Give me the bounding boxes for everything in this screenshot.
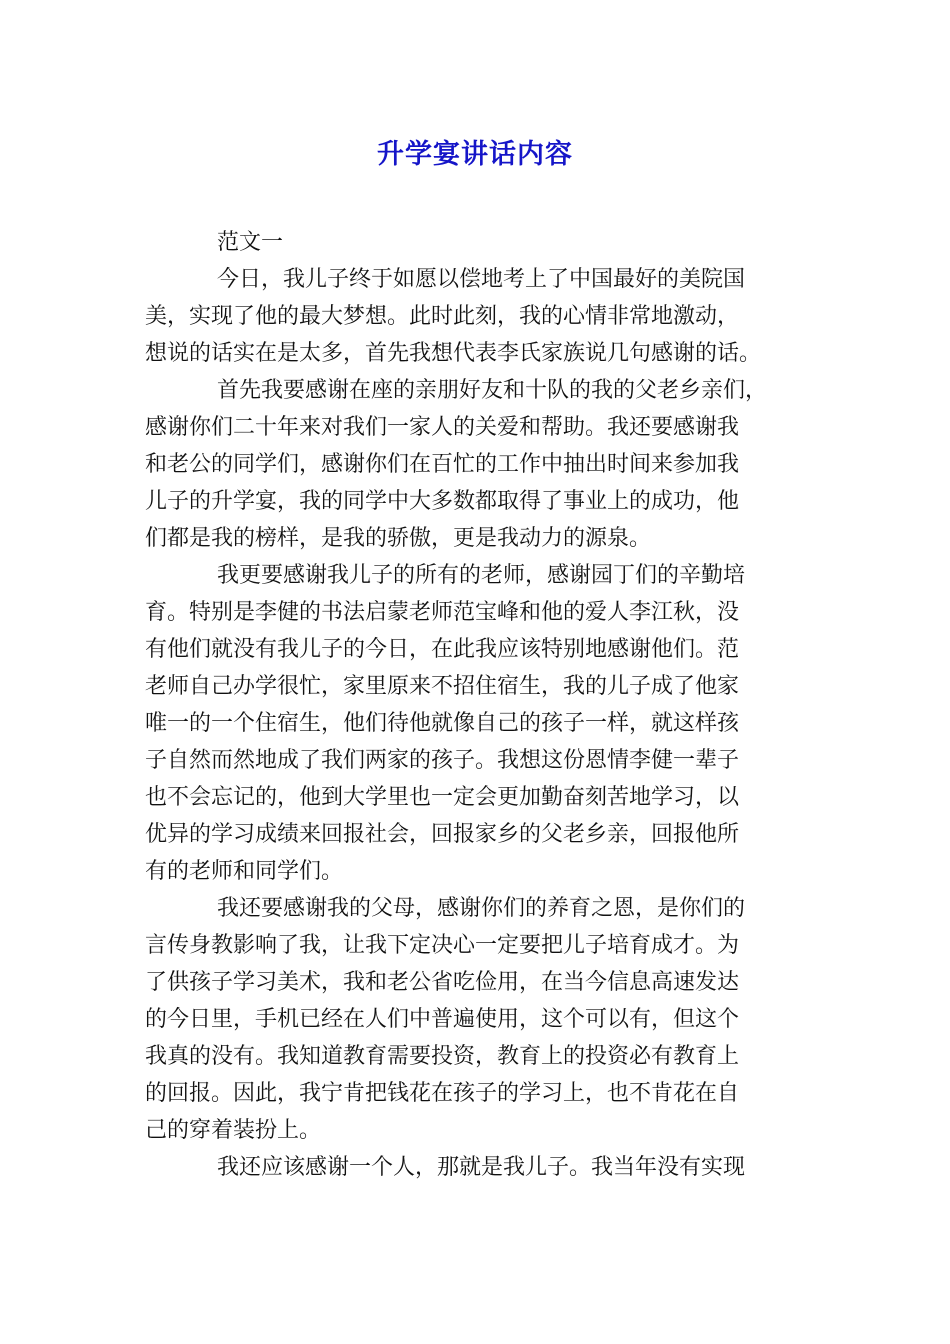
text-line: 老师自己办学很忙，家里原来不招住宿生，我的儿子成了他家 — [145, 674, 740, 699]
text-line: 也不会忘记的，他到大学里也一定会更加勤奋刻苦地学习，以 — [145, 785, 740, 810]
text-line: 我还要感谢我的父母，感谢你们的养育之恩，是你们的 — [217, 896, 746, 921]
text-line: 儿子的升学宴，我的同学中大多数都取得了事业上的成功，他 — [145, 489, 740, 514]
text-line: 言传身教影响了我，让我下定决心一定要把儿子培育成才。为 — [145, 933, 740, 958]
text-line: 的今日里，手机已经在人们中普遍使用，这个可以有，但这个 — [145, 1007, 740, 1032]
text-line: 我真的没有。我知道教育需要投资，教育上的投资必有教育上 — [145, 1044, 740, 1069]
text-line: 美，实现了他的最大梦想。此时此刻，我的心情非常地激动， — [145, 304, 740, 329]
text-line: 今日，我儿子终于如愿以偿地考上了中国最好的美院国 — [217, 267, 746, 292]
text-line: 有他们就没有我儿子的今日，在此我应该特别地感谢他们。范 — [145, 637, 740, 662]
text-line: 优异的学习成绩来回报社会，回报家乡的父老乡亲，回报他所 — [145, 822, 740, 847]
text-line: 想说的话实在是太多，首先我想代表李氏家族说几句感谢的话。 — [145, 341, 762, 366]
document-body — [145, 224, 805, 1186]
document-title: 升学宴讲话内容 — [377, 139, 573, 170]
text-line: 子自然而然地成了我们两家的孩子。我想这份恩情李健一辈子 — [145, 748, 740, 773]
text-line: 了供孩子学习美术，我和老公省吃俭用，在当今信息高速发达 — [145, 970, 740, 995]
text-line: 和老公的同学们，感谢你们在百忙的工作中抽出时间来参加我 — [145, 452, 740, 477]
text-line: 们都是我的榜样，是我的骄傲，更是我动力的源泉。 — [145, 526, 652, 551]
text-line: 唯一的一个住宿生，他们待他就像自己的孩子一样，就这样孩 — [145, 711, 740, 736]
text-line: 我还应该感谢一个人，那就是我儿子。我当年没有实现 — [217, 1155, 746, 1180]
text-line: 我更要感谢我儿子的所有的老师，感谢园丁们的辛勤培 — [217, 563, 746, 588]
text-line: 有的老师和同学们。 — [145, 859, 344, 884]
text-line: 范文一 — [217, 230, 284, 255]
text-line: 的回报。因此，我宁肯把钱花在孩子的学习上，也不肯花在自 — [145, 1081, 740, 1106]
text-line: 己的穿着装扮上。 — [145, 1118, 322, 1143]
text-line: 感谢你们二十年来对我们一家人的关爱和帮助。我还要感谢我 — [145, 415, 740, 440]
text-line: 首先我要感谢在座的亲朋好友和十队的我的父老乡亲们， — [217, 378, 768, 403]
text-line: 育。特别是李健的书法启蒙老师范宝峰和他的爱人李江秋，没 — [145, 600, 740, 625]
